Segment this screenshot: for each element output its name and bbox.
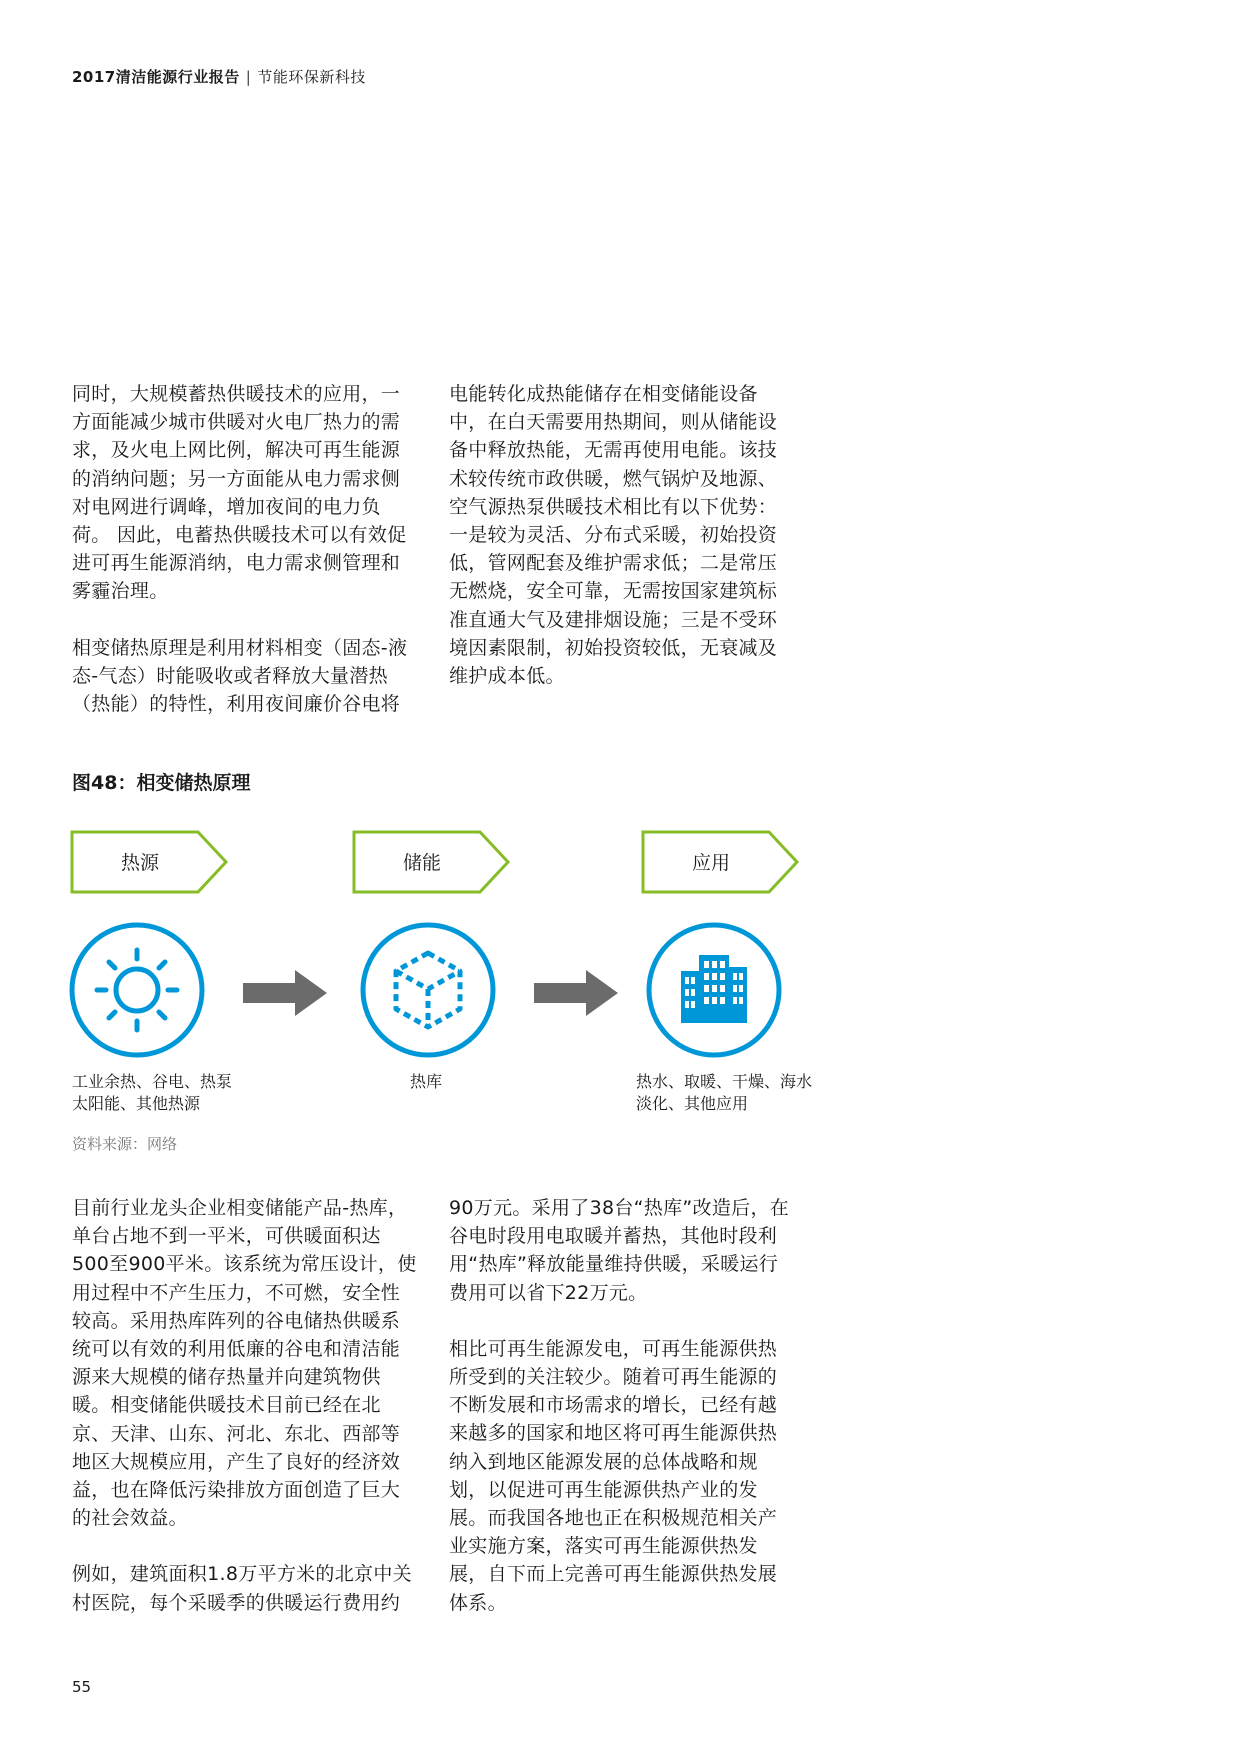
text-column-bottom-left: [72, 1194, 417, 1617]
stage-label: 应用: [691, 852, 730, 874]
paragraph: 例如，建筑面积1.8万平方米的北京中关村医院，每个采暖季的供暖运行费用约: [72, 1563, 412, 1614]
header-separator: |: [245, 68, 252, 86]
flow-arrow: [534, 970, 618, 1016]
stage-caption: [410, 1071, 442, 1093]
paragraph: 电能转化成热能储存在相变储能设备中，在白天需要用热期间，则从储能设备中释放热能，无需再使用电能。该技术较传统市政供暖，燃气锅炉及地源、空气源热泵供暖技术相比有以下优势：一是较为灵活、分布式采暖，初始投资低，管网配套及维护需求低；二是常压无燃烧，安全可靠，无需按国家建筑标准直通大气及建排烟设施；三是不受环境因素限制，初始投资较低，无衰减及维护成本低。: [449, 383, 778, 688]
flow-arrow: [243, 970, 327, 1016]
stage-heat-source: [70, 830, 230, 894]
figure-source: 资料来源：网络: [72, 1135, 178, 1153]
caption-line: 工业余热、谷电、热泵: [72, 1072, 233, 1091]
section-title: 节能环保新科技: [257, 68, 366, 86]
figure-title: 图48：相变储热原理: [72, 772, 251, 794]
caption-line: 淡化、其他应用: [636, 1094, 749, 1113]
text-column-top-left: [72, 380, 417, 718]
text-column-top-right: [449, 380, 794, 690]
stage-caption: [72, 1071, 232, 1115]
text-column-bottom-right: [449, 1194, 794, 1617]
stage-label: 储能: [402, 852, 441, 874]
buildings-icon: [645, 921, 783, 1059]
paragraph: 同时，大规模蓄热供暖技术的应用，一方面能减少城市供暖对火电厂热力的需求，及火电上网比例，解决可再生能源的消纳问题；另一方面能从电力需求侧对电网进行调峰，增加夜间的电力负荷。 因此，电蓄热供暖技术可以有效促进可再生能源消纳，电力需求侧管理和雾霾治理。: [72, 383, 407, 603]
sun-icon: [68, 921, 206, 1059]
caption-line: 热库: [410, 1072, 443, 1091]
paragraph: 目前行业龙头企业相变储能产品-热库，单台占地不到一平米，可供暖面积达500至900平米。该系统为常压设计，使用过程中不产生压力，不可燃，安全性较高。采用热库阵列的谷电储热供暖系统可以有效的利用低廉的谷电和清洁能源来大规模的储存热量并向建筑物供暖。相变储能供暖技术目前已经在北京、天津、山东、河北、东北、西部等地区大规模应用，产生了良好的经济效益，也在降低污染排放方面创造了巨大的社会效益。: [72, 1197, 417, 1530]
page-number: 55: [72, 1678, 92, 1696]
paragraph: 相变储热原理是利用材料相变（固态-液态-气态）时能吸收或者释放大量潜热（热能）的特性，利用夜间廉价谷电将: [72, 636, 408, 716]
cube-icon: [359, 921, 497, 1059]
stage-storage: [352, 830, 512, 894]
stage-application: [641, 830, 801, 894]
report-title: 2017清洁能源行业报告: [72, 68, 240, 86]
running-header: [72, 66, 366, 87]
caption-line: 太阳能、其他热源: [72, 1094, 201, 1113]
stage-label: 热源: [120, 852, 159, 874]
caption-line: 热水、取暖、干燥、海水: [636, 1072, 813, 1091]
stage-caption: [636, 1071, 812, 1115]
paragraph: 相比可再生能源发电，可再生能源供热所受到的关注较少。随着可再生能源的不断发展和市场需求的增长，已经有越来越多的国家和地区将可再生能源供热纳入到地区能源发展的总体战略和规划，以促进可再生能源供热产业的发展。而我国各地也正在积极规范相关产业实施方案，落实可再生能源供热发展，自下而上完善可再生能源供热发展体系。: [449, 1337, 778, 1614]
paragraph: 90万元。采用了38台“热库”改造后，在谷电时段用电取暖并蓄热，其他时段利用“热库”释放能量维持供暖，采暖运行费用可以省下22万元。: [449, 1197, 790, 1304]
